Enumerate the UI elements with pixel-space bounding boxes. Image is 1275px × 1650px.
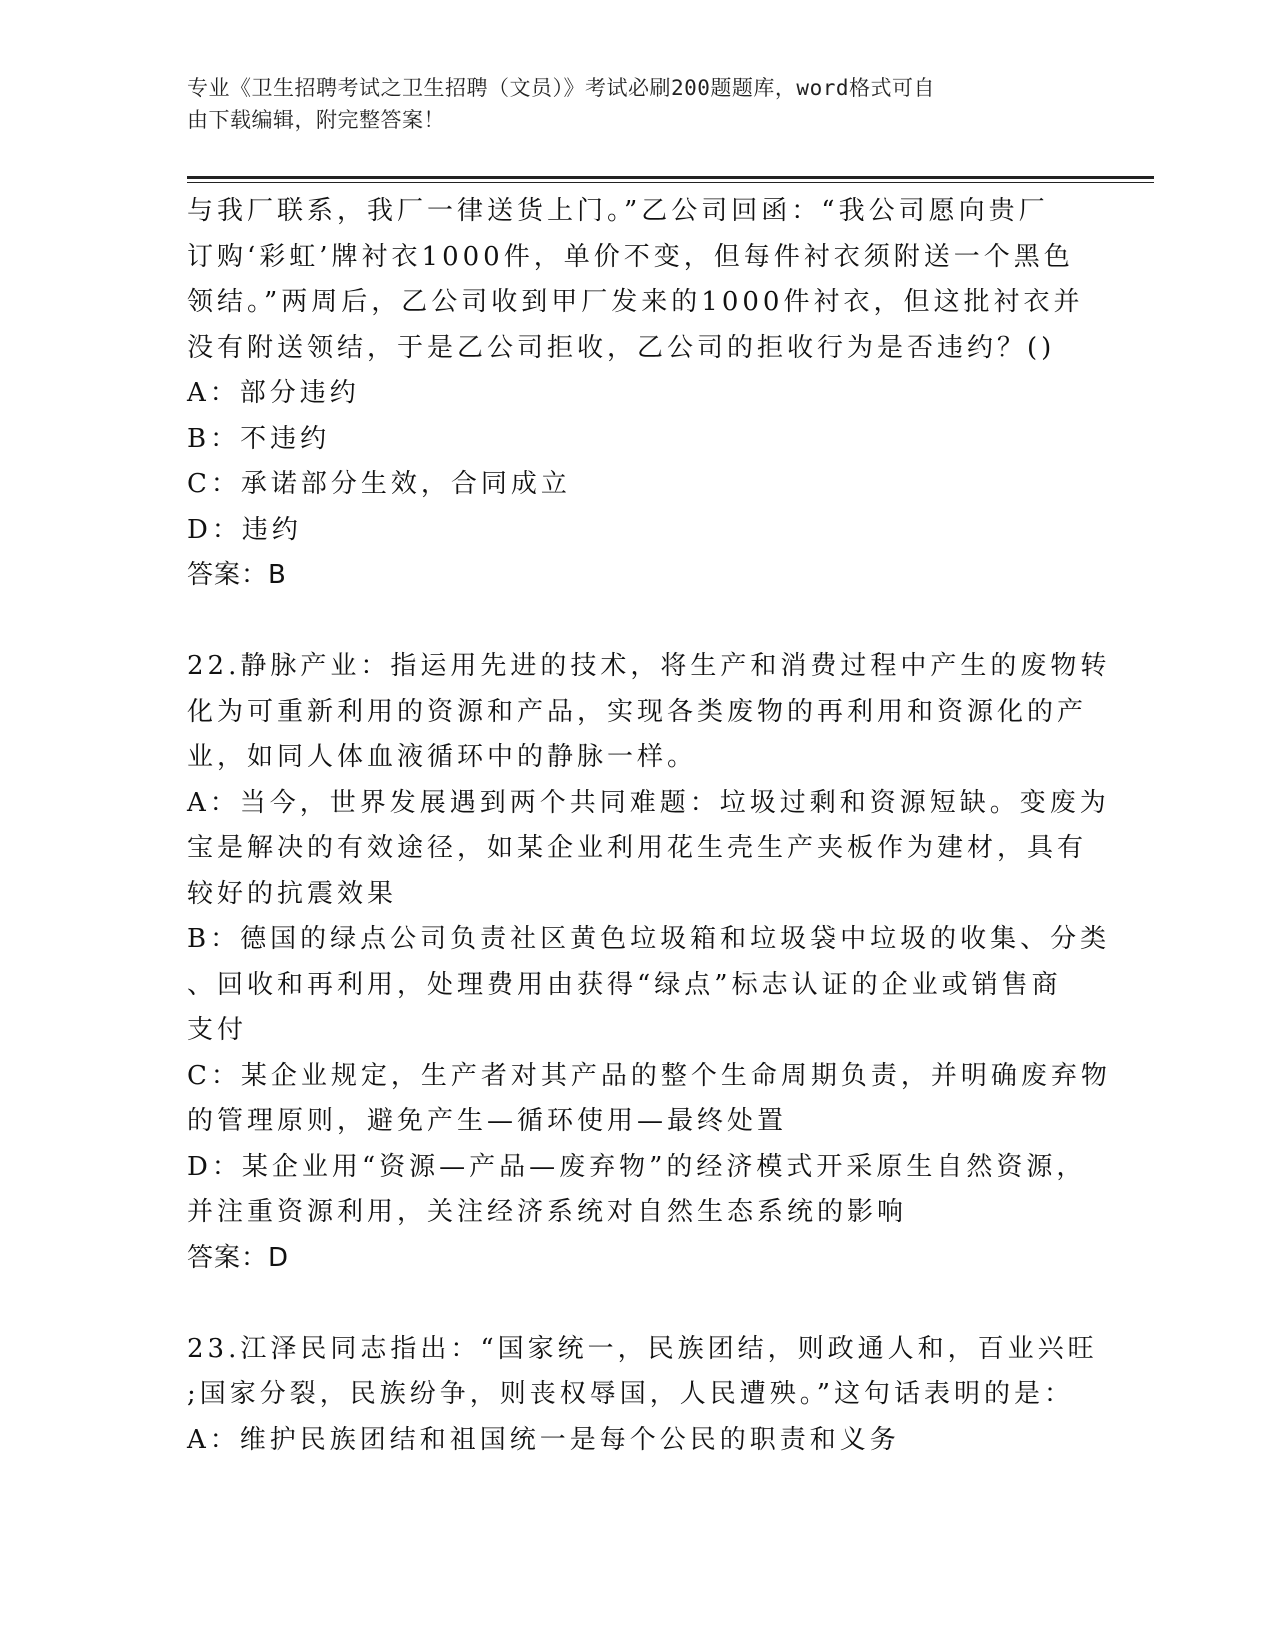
- option-a-continued: 宝是解决的有效途径，如某企业利用花生壳生产夹板作为建材，具有: [187, 833, 1088, 863]
- question-text-line: 领结。”两周后，乙公司收到甲厂发来的1000件衬衣，但这批衬衣并: [187, 287, 1084, 317]
- question-21: [187, 189, 1084, 599]
- option-a: A：维护民族团结和祖国统一是每个公民的职责和义务: [187, 1424, 900, 1455]
- header-rule-thin: [187, 182, 1154, 183]
- option-b-continued: 支付: [187, 1015, 248, 1045]
- question-text-line: 订购‘彩虹’牌衬衣1000件，单价不变，但每件衬衣须附送一个黑色: [187, 241, 1074, 272]
- option-a: A：部分违约: [187, 378, 360, 408]
- option-b-continued: 、回收和再利用，处理费用由获得“绿点”标志认证的企业或销售商: [187, 969, 1062, 1000]
- question-22: [187, 644, 1111, 1281]
- option-c: C：承诺部分生效，合同成立: [187, 469, 571, 499]
- option-a: A：当今，世界发展遇到两个共同难题：垃圾过剩和资源短缺。变废为: [187, 787, 1110, 818]
- option-a-continued: 较好的抗震效果: [187, 878, 398, 909]
- option-c-continued: 的管理原则，避免产生—循环使用—最终处置: [187, 1106, 788, 1136]
- option-d-continued: 并注重资源利用，关注经济系统对自然生态系统的影响: [187, 1197, 908, 1227]
- question-text-line: 与我厂联系，我厂一律送货上门。”乙公司回函：“我公司愿向贵厂: [187, 196, 1049, 226]
- option-c: C：某企业规定，生产者对其产品的整个生命周期负责，并明确废弃物: [187, 1060, 1111, 1091]
- option-d: D：违约: [187, 514, 302, 545]
- document-body: [187, 189, 1111, 1463]
- spacer: [187, 599, 1077, 645]
- question-text-line: ;国家分裂，民族纷争，则丧权辱国，人民遭殃。”这句话表明的是：: [187, 1379, 1075, 1409]
- answer-line: 答案：B: [187, 560, 287, 590]
- question-text-line: 没有附送领结，于是乙公司拒收，乙公司的拒收行为是否违约？(): [187, 332, 1056, 363]
- option-d: D：某企业用“资源—产品—废弃物”的经济模式开采原生自然资源，: [187, 1151, 1087, 1182]
- question-text-line: 化为可重新利用的资源和产品，实现各类废物的再利用和资源化的产: [187, 696, 1088, 727]
- question-text-line: 23.江泽民同志指出：“国家统一，民族团结，则政通人和，百业兴旺: [187, 1333, 1098, 1364]
- question-text-line: 业，如同人体血液循环中的静脉一样。: [187, 742, 698, 772]
- header-line: 由下载编辑，附完整答案！: [187, 108, 445, 132]
- question-23: [187, 1327, 1098, 1464]
- answer-line: 答案：D: [187, 1242, 290, 1273]
- header-rule-thick: [187, 176, 1154, 179]
- option-b: B：德国的绿点公司负责社区黄色垃圾箱和垃圾袋中垃圾的收集、分类: [187, 924, 1111, 954]
- page-header: [187, 72, 1067, 136]
- header-line: 专业《卫生招聘考试之卫生招聘（文员）》考试必刷200题题库，word格式可自: [187, 76, 935, 100]
- option-b: B：不违约: [187, 423, 331, 454]
- spacer: [187, 1281, 1077, 1327]
- question-text-line: 22.静脉产业：指运用先进的技术，将生产和消费过程中产生的废物转: [187, 651, 1111, 681]
